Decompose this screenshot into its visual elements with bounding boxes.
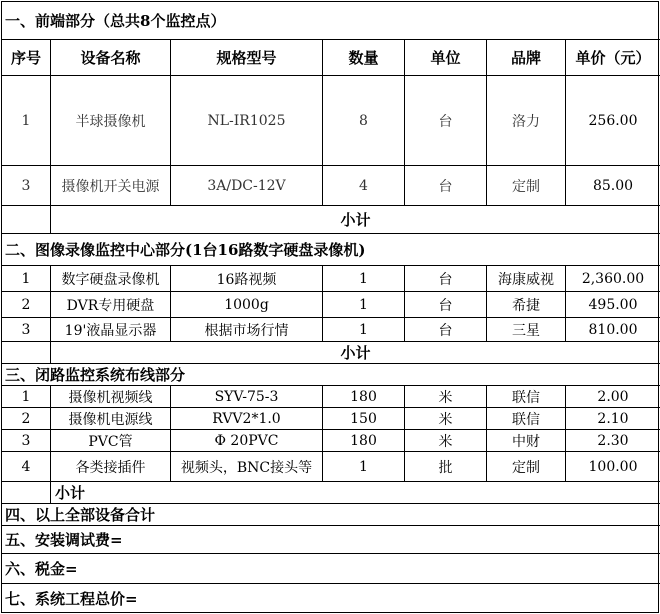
header-brand: 品牌: [487, 40, 566, 75]
cell-brand: 中财: [487, 430, 566, 451]
cell-brand: 海康威视: [487, 266, 566, 291]
subtotal-spacer: [2, 482, 51, 503]
cell-qty: 180: [323, 386, 405, 407]
section-monitor-center-title: 二、图像录像监控中心部分(1台16路数字硬盘录像机): [2, 234, 660, 266]
cell-qty: 4: [323, 166, 405, 205]
table-row: [2, 76, 660, 166]
cell-no: 4: [2, 452, 51, 481]
cell-name: DVR专用硬盘: [51, 292, 171, 317]
cell-brand: 希捷: [487, 292, 566, 317]
header-no: 序号: [2, 40, 51, 75]
cell-model: SYV-75-3: [171, 386, 323, 407]
cell-price: 100.00: [588, 458, 638, 475]
cell-no: 3: [2, 430, 51, 451]
cell-qty: 180: [323, 430, 405, 451]
cell-price: 2.10: [597, 410, 629, 427]
cell-qty: 1: [323, 318, 405, 341]
cell-unit: 台: [405, 76, 487, 165]
cell-unit: 台: [405, 292, 487, 317]
table-row: [2, 408, 660, 430]
quotation-sheet: [1, 1, 659, 613]
table-row: [2, 292, 660, 318]
cell-price: 810.00: [588, 321, 638, 338]
cell-qty: 1: [323, 452, 405, 481]
cell-name: 摄像机电源线: [51, 408, 171, 429]
header-price: 单价（元）: [575, 49, 651, 67]
cell-no: 2: [2, 292, 51, 317]
subtotal-row: [2, 342, 660, 364]
cell-brand: 定制: [487, 166, 566, 205]
cell-qty: 150: [323, 408, 405, 429]
cell-qty: 1: [323, 266, 405, 291]
table-row: [2, 318, 660, 342]
cell-brand: 洛力: [487, 76, 566, 165]
cell-unit: 米: [405, 408, 487, 429]
cell-price: 2,360.00: [581, 270, 645, 287]
cell-model: 16路视频: [171, 266, 323, 291]
cell-name: PVC管: [51, 430, 171, 451]
section-equipment-total: 四、以上全部设备合计: [2, 504, 660, 526]
cell-price: 256.00: [588, 112, 638, 129]
cell-brand: 联信: [487, 408, 566, 429]
cell-no: 1: [2, 76, 51, 165]
cell-no: 3: [2, 318, 51, 341]
table-row: [2, 266, 660, 292]
cell-model: 根据市场行情: [171, 318, 323, 341]
header-unit: 单位: [405, 40, 487, 75]
cell-name: 数字硬盘录像机: [51, 266, 171, 291]
header-model: 规格型号: [171, 40, 323, 75]
cell-unit: 米: [405, 430, 487, 451]
table-row: [2, 452, 660, 482]
section-front-end-title: 一、前端部分（总共8个监控点）: [2, 2, 660, 40]
cell-price: 2.00: [597, 388, 629, 405]
subtotal-spacer: [2, 206, 51, 233]
cell-brand: 定制: [487, 452, 566, 481]
header-qty: 数量: [323, 40, 405, 75]
cell-unit: 台: [405, 266, 487, 291]
header-name: 设备名称: [51, 40, 171, 75]
cell-model: 3A/DC-12V: [171, 166, 323, 205]
subtotal-label: 小计: [55, 484, 86, 502]
section-grand-total: 七、系统工程总价=: [5, 589, 138, 608]
cell-no: 1: [2, 386, 51, 407]
cell-name: 19'液晶显示器: [51, 318, 171, 341]
cell-unit: 米: [405, 386, 487, 407]
table-row: [2, 386, 660, 408]
cell-unit: 批: [405, 452, 487, 481]
cell-model: 视频头，BNC接头等: [171, 452, 323, 481]
subtotal-label: 小计: [340, 211, 371, 229]
cell-qty: 8: [323, 76, 405, 165]
cell-name: 摄像机开关电源: [51, 166, 171, 205]
cell-name: 摄像机视频线: [51, 386, 171, 407]
cell-price: 2.30: [597, 432, 629, 449]
cell-price: 85.00: [592, 177, 634, 194]
subtotal-spacer: [2, 342, 51, 363]
cell-model: NL-IR1025: [171, 76, 323, 165]
cell-model: RVV2*1.0: [171, 408, 323, 429]
cell-no: 2: [2, 408, 51, 429]
cell-no: 1: [2, 266, 51, 291]
cell-price: 495.00: [588, 296, 638, 313]
cell-unit: 台: [405, 166, 487, 205]
cell-brand: 联信: [487, 386, 566, 407]
section-installation-fee: 五、安装调试费=: [2, 526, 660, 554]
cell-unit: 台: [405, 318, 487, 341]
cell-name: 各类接插件: [51, 452, 171, 481]
table-row: [2, 166, 660, 206]
section-tax: 六、税金=: [2, 554, 660, 584]
section-cabling-title: 三、闭路监控系统布线部分: [2, 364, 660, 386]
table-row: [2, 430, 660, 452]
subtotal-row: [2, 482, 660, 504]
subtotal-row: [2, 206, 660, 234]
cell-no: 3: [2, 166, 51, 205]
cell-model: Φ 20PVC: [171, 430, 323, 451]
cell-qty: 1: [323, 292, 405, 317]
table-header-row: [2, 40, 660, 76]
cell-brand: 三星: [487, 318, 566, 341]
cell-name: 半球摄像机: [51, 76, 171, 165]
cell-model: 1000g: [171, 292, 323, 317]
subtotal-label: 小计: [340, 344, 371, 362]
